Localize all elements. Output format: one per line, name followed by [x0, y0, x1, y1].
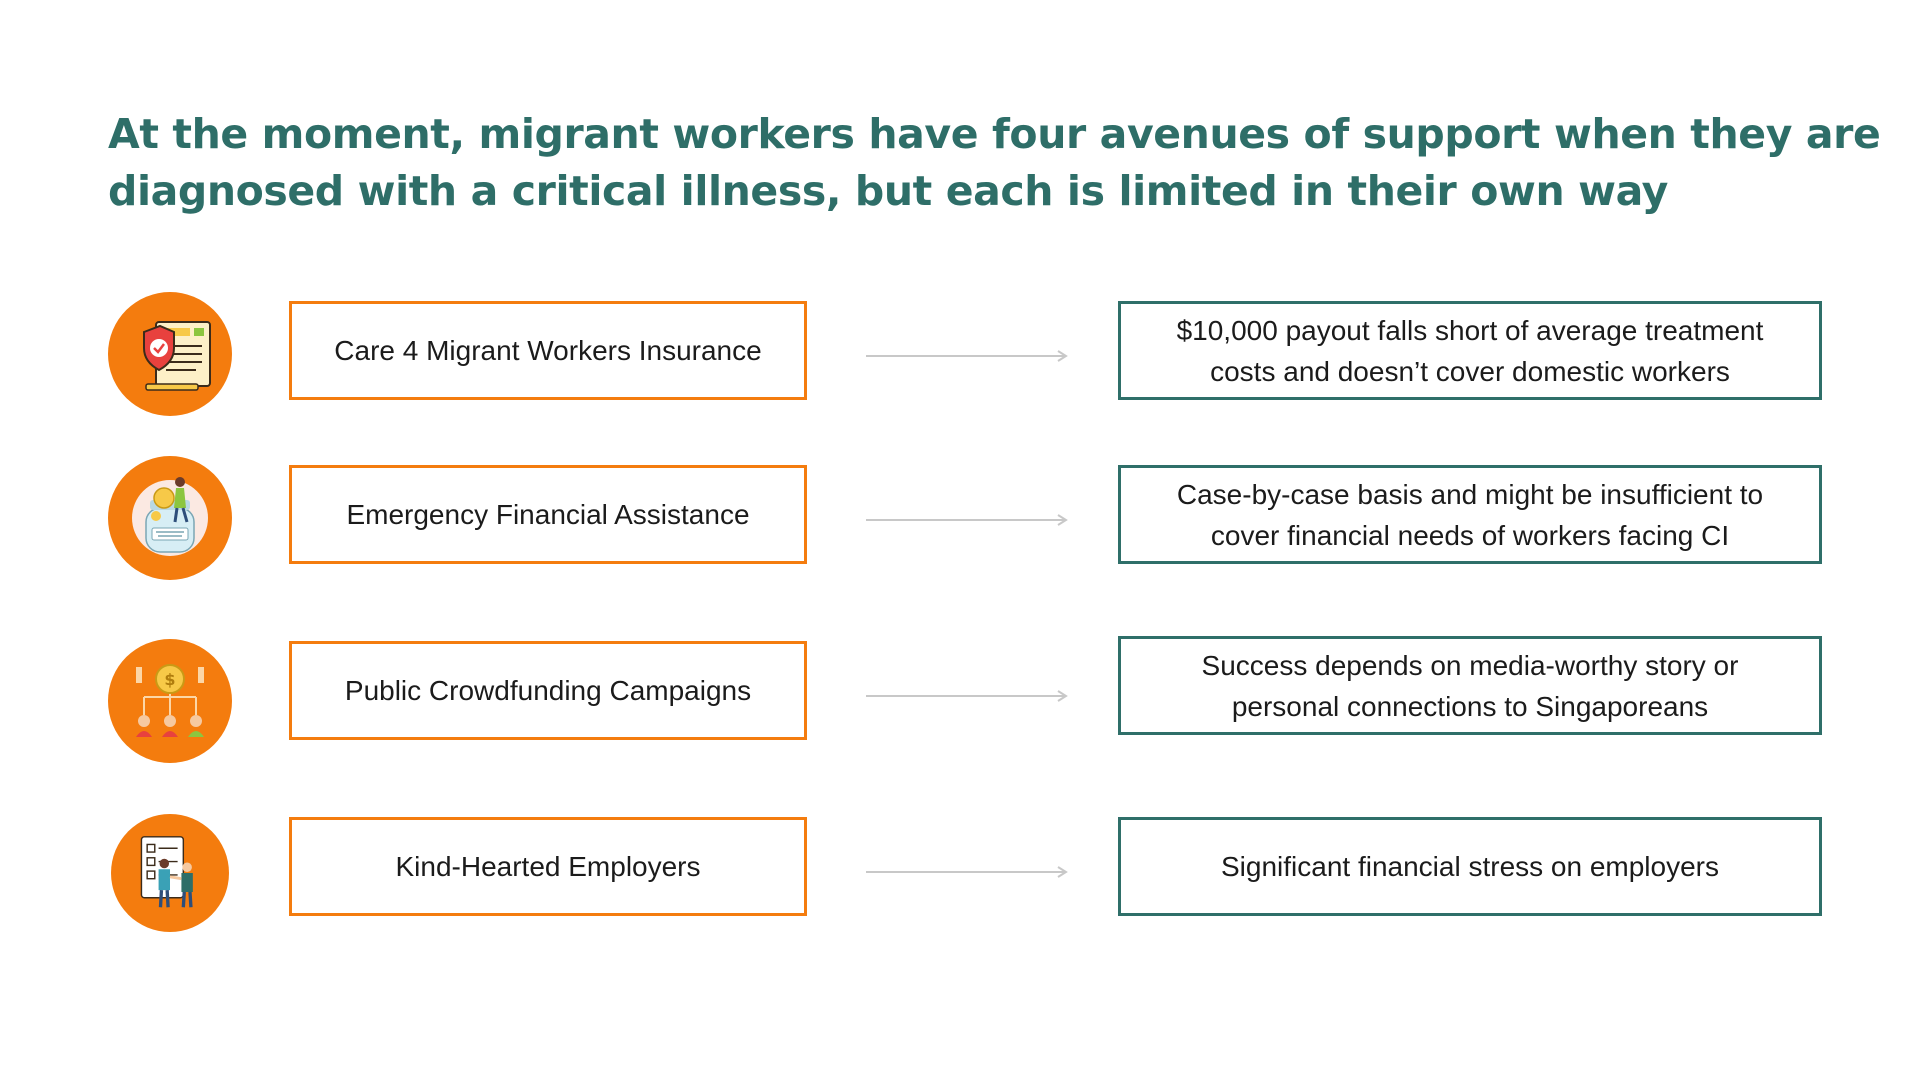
- avenue-source-box: [289, 641, 807, 740]
- employer-handshake-icon: [111, 814, 229, 932]
- avenue-limitation-box: [1118, 636, 1822, 735]
- avenue-limitation-box: [1118, 301, 1822, 400]
- limitation-line-1: Significant financial stress on employers: [1220, 851, 1719, 882]
- title-line-1: At the moment, migrant workers have four avenues of support when they are: [108, 110, 1881, 158]
- limitation-line-1: $10,000 payout falls short of average treatment: [1176, 314, 1764, 346]
- avenue-label: Public Crowdfunding Campaigns: [344, 674, 752, 706]
- avenue-row-crowdfunding: [0, 641, 1920, 751]
- limitation-line-2: cover financial needs of workers facing CI: [1210, 519, 1730, 551]
- arrow-icon: [866, 512, 1070, 528]
- title-line-2: diagnosed with a critical illness, but each is limited in their own way: [108, 167, 1668, 215]
- avenue-row-insurance: [0, 301, 1920, 411]
- avenue-label: Kind-Hearted Employers: [395, 850, 701, 882]
- arrow-icon: [866, 688, 1070, 704]
- avenue-row-emergency-assistance: [0, 465, 1920, 575]
- avenue-label: Care 4 Migrant Workers Insurance: [334, 334, 762, 366]
- emergency-fund-jar-icon: [108, 456, 232, 580]
- limitation-line-2: personal connections to Singaporeans: [1231, 690, 1709, 722]
- arrow-icon: [866, 348, 1070, 364]
- crowdfunding-network-icon: [108, 639, 232, 763]
- avenue-limitation-box: [1118, 465, 1822, 564]
- arrow-icon: [866, 864, 1070, 880]
- avenue-source-box: [289, 301, 807, 400]
- avenue-label: Emergency Financial Assistance: [346, 498, 750, 530]
- avenue-source-box: [289, 817, 807, 916]
- limitation-line-1: Success depends on media-worthy story or: [1201, 649, 1739, 681]
- limitation-line-1: Case-by-case basis and might be insufficient to: [1176, 478, 1764, 510]
- svg-text:$: $: [164, 670, 176, 689]
- limitation-line-2: costs and doesn’t cover domestic workers: [1210, 355, 1730, 387]
- insurance-document-icon: [108, 292, 232, 416]
- avenue-row-employers: [0, 817, 1920, 927]
- page-title: [108, 106, 1881, 220]
- avenue-source-box: [289, 465, 807, 564]
- avenue-limitation-box: [1118, 817, 1822, 916]
